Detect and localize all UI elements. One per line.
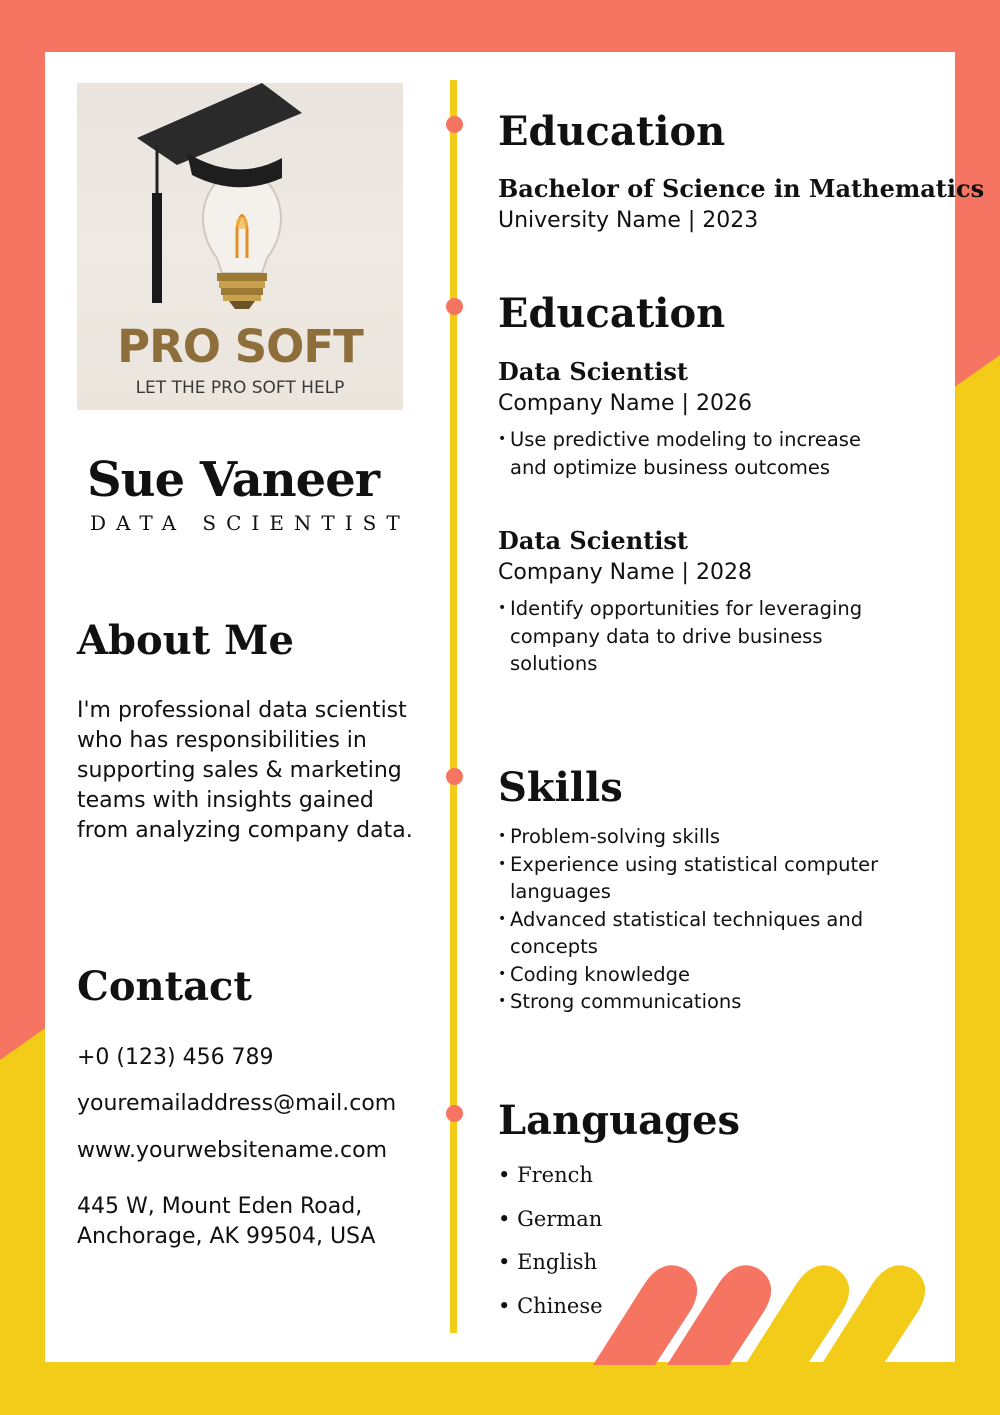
job-bullet-cont: company data to drive business xyxy=(510,624,823,648)
address-line: 445 W, Mount Eden Road, xyxy=(77,1194,363,1219)
timeline-dot xyxy=(446,1105,463,1122)
language-item: • French xyxy=(498,1163,593,1187)
skill-item-cont: languages xyxy=(510,880,611,903)
job-bullet: • Identify opportunities for leveraging xyxy=(498,595,938,623)
skill-item: • Problem-solving skills xyxy=(498,823,938,851)
job-bullet-cont: and optimize business outcomes xyxy=(510,455,831,479)
skills-list xyxy=(498,823,938,1016)
contact-heading: Contact xyxy=(77,963,252,1010)
about-line: who has responsibilities in xyxy=(77,728,367,753)
job-title: Data Scientist xyxy=(498,357,688,386)
skills-heading: Skills xyxy=(498,764,623,811)
contact-website[interactable]: www.yourwebsitename.com xyxy=(77,1138,388,1163)
language-label: English xyxy=(517,1250,598,1275)
education-heading: Education xyxy=(498,108,726,155)
timeline-dot xyxy=(446,768,463,785)
job-title: Data Scientist xyxy=(498,526,688,555)
job-bullet: • Use predictive modeling to increase xyxy=(498,426,938,454)
job-bullets xyxy=(498,595,938,678)
about-line: supporting sales & marketing xyxy=(77,758,402,783)
language-item: • English xyxy=(498,1250,598,1275)
skill-item: • Coding knowledge xyxy=(498,961,938,989)
skill-item-cont: concepts xyxy=(510,935,598,958)
skill-item: • Strong communications xyxy=(498,988,938,1016)
about-line: I'm professional data scientist xyxy=(77,698,407,723)
job-bullet-cont: solutions xyxy=(510,652,598,675)
contact-email[interactable]: youremailaddress@mail.com xyxy=(77,1091,397,1116)
languages-heading: Languages xyxy=(498,1097,741,1144)
about-line: teams with insights gained xyxy=(77,788,374,813)
logo-tagline: LET THE PRO SOFT HELP xyxy=(135,378,345,398)
profile-name: Sue Vaneer xyxy=(87,452,380,508)
address-line: Anchorage, AK 99504, USA xyxy=(77,1224,376,1249)
about-heading: About Me xyxy=(77,617,294,664)
job-company: Company Name | 2028 xyxy=(498,560,752,585)
language-label: Chinese xyxy=(517,1294,603,1319)
about-line: from analyzing company data. xyxy=(77,818,413,843)
experience-heading: Education xyxy=(498,290,726,337)
timeline-dot xyxy=(446,298,463,315)
about-text xyxy=(77,696,452,846)
contact-address xyxy=(77,1192,375,1252)
language-item: • Chinese xyxy=(498,1294,603,1319)
logo-brand: PRO SOFT xyxy=(117,320,363,373)
education-school: University Name | 2023 xyxy=(498,208,759,233)
logo-image xyxy=(77,83,403,410)
profile-role: DATA SCIENTIST xyxy=(90,511,410,535)
job-company: Company Name | 2026 xyxy=(498,391,752,416)
graduation-cap-bulb-icon xyxy=(77,83,403,323)
language-label: French xyxy=(517,1163,593,1187)
language-item: • German xyxy=(498,1206,603,1231)
skill-item: • Advanced statistical techniques and xyxy=(498,906,938,934)
skill-item: • Experience using statistical computer xyxy=(498,851,938,879)
timeline-dot xyxy=(446,116,463,133)
decorative-stripes xyxy=(585,1255,930,1365)
contact-phone[interactable]: +0 (123) 456 789 xyxy=(77,1045,274,1070)
language-label: German xyxy=(517,1206,603,1231)
timeline-line xyxy=(450,80,457,1333)
education-degree: Bachelor of Science in Mathematics xyxy=(498,174,985,203)
job-bullets xyxy=(498,426,938,481)
